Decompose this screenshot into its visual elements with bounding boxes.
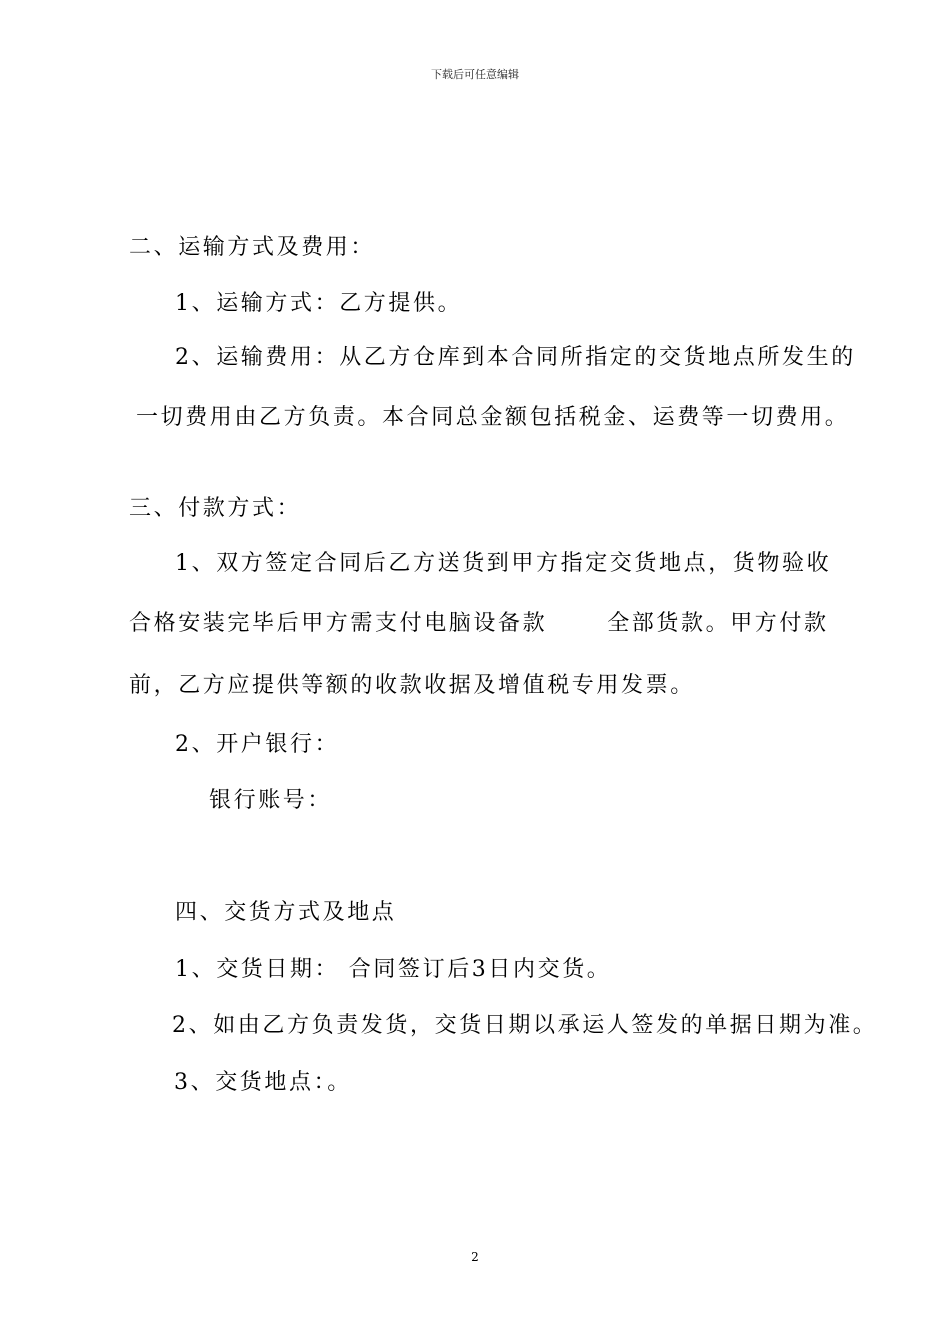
bank-account-line: 银行账号： — [209, 788, 333, 813]
payment-terms-line-1: 1、双方签定合同后乙方送货到甲方指定交货地点，货物验收 — [175, 551, 832, 576]
section-payment-heading: 三、付款方式： — [129, 496, 302, 521]
transport-cost-line-1: 2、运输费用：从乙方仓库到本合同所指定的交货地点所发生的 — [175, 345, 856, 370]
delivery-terms-line: 2、如由乙方负责发货，交货日期以承运人签发的单据日期为准。 — [172, 1013, 878, 1038]
payment-terms-line-2 — [129, 609, 829, 639]
section-transport-heading: 二、运输方式及费用： — [129, 235, 376, 260]
transport-cost-line-2: 一切费用由乙方负责。本合同总金额包括税金、运费等一切费用。 — [136, 405, 850, 430]
bank-name-line: 2、开户银行： — [175, 732, 340, 757]
payment-terms-line-3: 前，乙方应提供等额的收款收据及增值税专用发票。 — [129, 673, 695, 698]
delivery-location-line: 3、交货地点：。 — [174, 1070, 352, 1095]
transport-method-line: 1、运输方式：乙方提供。 — [175, 291, 463, 316]
payment-terms-line-2b: 全部货款。甲方付款 — [607, 611, 829, 636]
page-header: 下载后可任意编辑 — [431, 68, 519, 81]
delivery-date-line: 1、交货日期： 合同签订后3日内交货。 — [175, 957, 612, 982]
page-number: 2 — [471, 1250, 479, 1264]
payment-terms-line-2a: 合格安装完毕后甲方需支付电脑设备款 — [129, 611, 548, 636]
section-delivery-heading: 四、交货方式及地点 — [175, 900, 397, 925]
